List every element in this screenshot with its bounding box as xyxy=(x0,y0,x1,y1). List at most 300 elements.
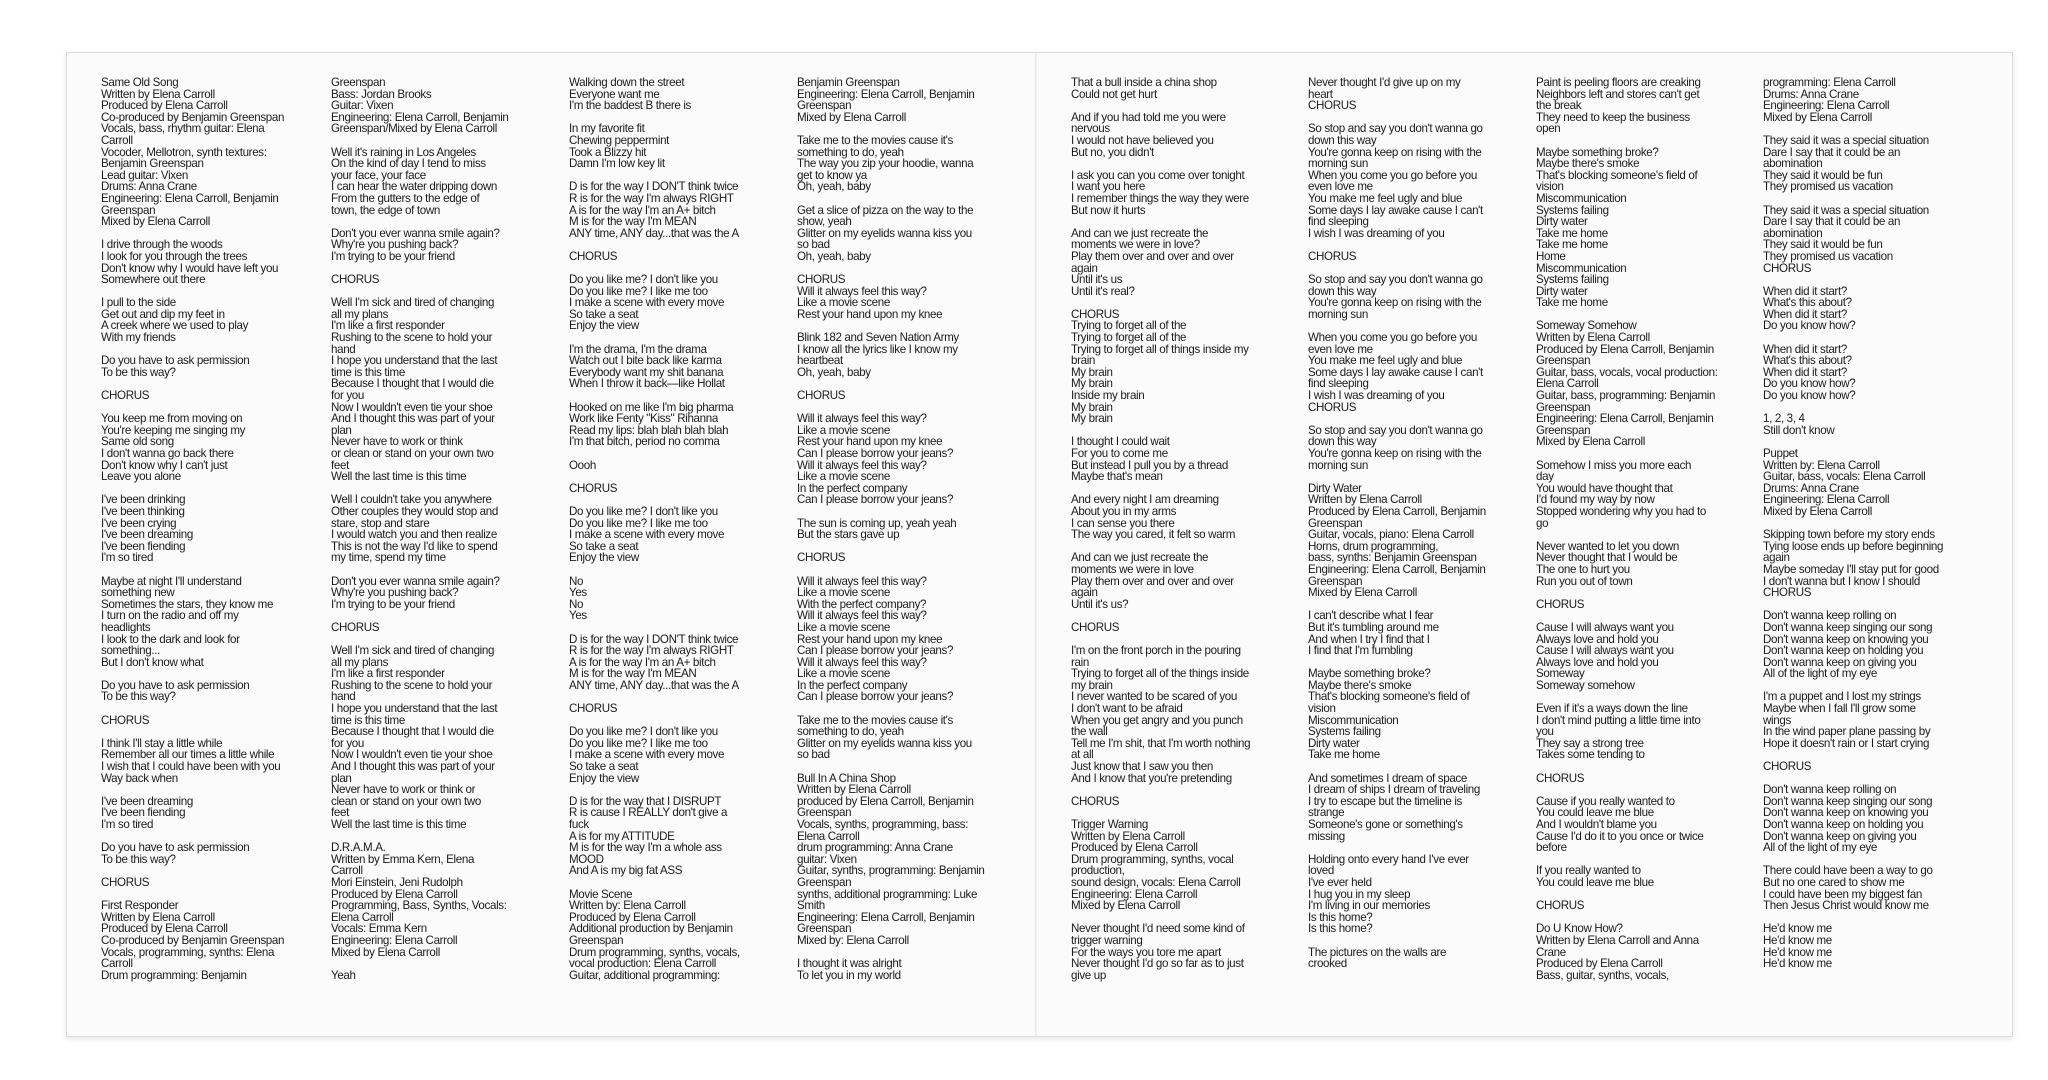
lyric-line: Systems failing xyxy=(1308,725,1381,739)
lyric-line: And can we just recreate the xyxy=(1071,551,1209,565)
lyric-line: abomination xyxy=(1763,157,1823,171)
lyric-line: Well it's raining in Los Angeles xyxy=(331,145,476,159)
lyric-line: get to know ya xyxy=(797,168,867,182)
lyric-line: Play them over and over and over xyxy=(1071,574,1234,588)
lyric-line: Crane xyxy=(1536,945,1566,959)
lyric-line: Vocals: Emma Kern xyxy=(331,922,427,936)
lyric-line: They said it was a special situation xyxy=(1763,133,1929,147)
lyric-line: I'm that bitch, period no comma xyxy=(569,435,720,449)
lyric-line: R is cause I REALLY don't give a xyxy=(569,806,728,820)
lyric-line: Is this home? xyxy=(1308,910,1373,924)
lyric-line: show, yeah xyxy=(797,215,852,229)
lyric-line: Engineering: Elena Carroll, Benjamin xyxy=(101,191,279,205)
stanza-gap xyxy=(569,564,791,576)
lyric-line: And I thought this was part of your xyxy=(331,412,495,426)
lyric-line: Will it always feel this way? xyxy=(797,412,927,426)
lyric-line: strange xyxy=(1308,806,1345,820)
lyric-line: Some days I lay awake cause I can't xyxy=(1308,203,1483,217)
lyric-line: D is for the way that I DISRUPT xyxy=(569,794,722,808)
lyric-line: Yeah xyxy=(331,968,356,982)
lyric-line: produced by Elena Carroll, Benjamin xyxy=(797,794,974,808)
lyric-line: Yes xyxy=(569,586,587,600)
lyric-line: I never wanted to be scared of you xyxy=(1071,690,1237,704)
lyric-line: The way you cared, it felt so warm xyxy=(1071,528,1236,542)
lyric-line: Engineering: Elena Carroll, Benjamin xyxy=(1536,412,1714,426)
lyric-line: vision xyxy=(1536,180,1564,194)
lyric-line: bass, synths: Benjamin Greenspan xyxy=(1308,551,1477,565)
lyric-line: Do you like me? I don't like you xyxy=(569,725,718,739)
lyric-line: Engineering: Elena Carroll, Benjamin xyxy=(331,110,509,124)
lyric-line: abomination xyxy=(1763,226,1823,240)
lyric-line: CHORUS xyxy=(569,249,618,263)
lyric-line: To be this way? xyxy=(101,852,176,866)
lyric-line: I'm on the front porch in the pouring xyxy=(1071,644,1241,658)
lyric-line: I look for you through the trees xyxy=(101,249,248,263)
lyric-line: I don't mind putting a little time into xyxy=(1536,713,1701,727)
lyric-line: Don't you ever wanna smile again? xyxy=(331,574,500,588)
lyric-line: You're gonna keep on rising with the xyxy=(1308,447,1482,460)
lyric-line: M is for the way I'm a whole ass xyxy=(569,841,722,855)
lyric-line: I've been fiending xyxy=(101,806,186,820)
lyric-line: Hooked on me like I'm big pharma xyxy=(569,400,734,414)
lyric-line: feet xyxy=(331,458,349,472)
lyric-line: CHORUS xyxy=(1308,99,1357,113)
lyric-line: Do you like me? I don't like you xyxy=(569,273,718,287)
stanza-gap xyxy=(569,877,791,889)
lyric-line: Trying to forget all of things inside my xyxy=(1071,342,1249,356)
lyric-line: To be this way? xyxy=(101,365,176,379)
lyric-line: A is for my ATTITUDE xyxy=(569,829,675,843)
lyric-line: morning sun xyxy=(1308,458,1368,472)
lyric-line: Take me home xyxy=(1308,748,1380,762)
lyric-line: moments we were in love? xyxy=(1071,238,1200,252)
lyric-line: Elena Carroll xyxy=(1536,377,1599,391)
lyric-line: I've been dreaming xyxy=(101,794,193,808)
lyric-line: What's this about? xyxy=(1763,296,1852,310)
lyric-line: I've been crying xyxy=(101,516,177,530)
lyric-line: He'd know me xyxy=(1763,933,1832,947)
lyric-line: I'm the drama, I'm the drama xyxy=(569,342,707,356)
lyric-line: nervous xyxy=(1071,122,1110,136)
lyric-line: Written by: Elena Carroll xyxy=(569,899,686,913)
lyric-line: Always love and hold you xyxy=(1536,655,1659,669)
lyric-line: I make a scene with every move xyxy=(569,296,725,310)
lyric-line: Mixed by Elena Carroll xyxy=(1763,110,1872,124)
lyric-line: So stop and say you don't wanna go xyxy=(1308,122,1483,136)
lyric-line: Engineering: Elena Carroll xyxy=(1763,99,1890,113)
lyric-line: again xyxy=(1763,551,1790,565)
lyric-line: Maybe there's smoke xyxy=(1536,157,1640,171)
lyric-line: Still don't know xyxy=(1763,423,1835,437)
lyric-line: Vocals, programming, synths: Elena xyxy=(101,945,275,959)
lyric-line: Can I please borrow your jeans? xyxy=(797,493,954,507)
lyric-line: Greenspan xyxy=(101,203,156,217)
lyric-line: I'd found my way by now xyxy=(1536,493,1655,507)
stanza-gap xyxy=(331,564,553,576)
lyrics-column-5 xyxy=(1071,77,1293,981)
lyric-line: Can I please borrow your jeans? xyxy=(797,447,954,460)
lyric-line: Engineering: Elena Carroll, Benjamin xyxy=(1308,562,1486,576)
lyric-line: trigger warning xyxy=(1071,933,1143,947)
lyric-line: Don't wanna keep rolling on xyxy=(1763,783,1897,797)
lyric-line: With my friends xyxy=(101,331,176,345)
lyric-line: you xyxy=(1536,725,1554,739)
lyric-line: I think I'll stay a little while xyxy=(101,736,223,750)
lyric-line: something... xyxy=(101,644,160,658)
lyric-line: Oh, yeah, baby xyxy=(797,365,871,379)
lyric-line: Take me to the movies cause it's xyxy=(797,713,953,727)
lyric-line: Mixed by Elena Carroll xyxy=(1763,504,1872,518)
lyric-line: Will it always feel this way? xyxy=(797,284,927,298)
lyric-line: Never have to work or think xyxy=(331,435,463,449)
lyric-line: Written by Emma Kern, Elena xyxy=(331,852,475,866)
lyric-line: Produced by Elena Carroll xyxy=(101,99,228,113)
lyric-line: I'm living in our memories xyxy=(1308,899,1430,913)
lyric-line: Like a movie scene xyxy=(797,667,890,681)
lyric-line: I wish that I could have been with you xyxy=(101,760,281,774)
lyric-line: Oh, yeah, baby xyxy=(797,249,871,263)
lyric-line: morning sun xyxy=(1308,157,1368,171)
lyric-line: headlights xyxy=(101,620,151,634)
lyric-line: I would watch you and then realize xyxy=(331,528,497,542)
lyric-line: When I throw it back—like Hollat xyxy=(569,377,725,391)
lyric-line: Written by Elena Carroll xyxy=(1536,331,1650,345)
lyric-line: Yes xyxy=(569,609,587,623)
lyric-line: They said it was a special situation xyxy=(1763,203,1929,217)
lyric-line: Greenspan xyxy=(797,922,852,936)
lyric-line: I would not have believed you xyxy=(1071,133,1214,147)
stanza-gap xyxy=(331,958,553,970)
lyric-line: I've ever held xyxy=(1308,875,1372,889)
lyric-line: I'm so tired xyxy=(101,818,154,831)
lyric-line: They need to keep the business xyxy=(1536,110,1690,124)
lyric-line: Mixed by Elena Carroll xyxy=(797,110,906,124)
lyric-line: Leave you alone xyxy=(101,470,181,484)
lyric-line: Engineering: Elena Carroll, Benjamin xyxy=(797,910,975,924)
lyric-line: Why're you pushing back? xyxy=(331,238,459,252)
lyric-line: feet xyxy=(331,806,349,820)
lyric-line: Greenspan xyxy=(797,875,852,889)
lyric-line: Don't wanna keep rolling on xyxy=(1763,609,1897,623)
stanza-gap xyxy=(1536,135,1758,147)
lyric-line: You're keeping me singing my xyxy=(101,423,246,437)
lyric-line: CHORUS xyxy=(1071,307,1120,321)
lyric-line: Will it always feel this way? xyxy=(797,574,927,588)
lyric-line: And can we just recreate the xyxy=(1071,226,1209,240)
lyric-line: Don't wanna keep on giving you xyxy=(1763,829,1917,843)
lyric-line: Tell me I'm shit, that I'm worth nothing xyxy=(1071,736,1251,750)
lyric-line: even love me xyxy=(1308,180,1373,194)
lyric-line: Produced by Elena Carroll xyxy=(331,887,458,901)
lyric-line: But now it hurts xyxy=(1071,203,1146,217)
lyric-line: something to do, yeah xyxy=(797,725,904,739)
lyric-line: fuck xyxy=(569,818,589,831)
lyric-line: They promised us vacation xyxy=(1763,249,1893,263)
stanza-gap xyxy=(1536,529,1758,541)
lyric-line: My brain xyxy=(1071,400,1113,414)
lyric-line: or clean or stand on your own two xyxy=(331,447,494,460)
lyric-line: Programming, Bass, Synths, Vocals: xyxy=(331,899,507,913)
lyric-line: Bass: Jordan Brooks xyxy=(331,87,432,101)
lyric-line: Do you like me? I like me too xyxy=(569,284,708,298)
lyric-line: What's this about? xyxy=(1763,354,1852,368)
lyric-line: Written by Elena Carroll xyxy=(1071,829,1185,843)
lyric-line: at all xyxy=(1071,748,1094,762)
lyrics-column-1 xyxy=(101,77,323,981)
lyric-line: The one to hurt you xyxy=(1536,562,1630,576)
lyric-line: He'd know me xyxy=(1763,922,1832,936)
lyric-line: plan xyxy=(331,771,352,785)
lyric-line: So stop and say you don't wanna go xyxy=(1308,273,1483,287)
lyric-line: Greenspan xyxy=(1536,423,1591,437)
lyric-line: Enjoy the view xyxy=(569,319,639,333)
lyric-line: Written by Elena Carroll xyxy=(101,910,215,924)
lyric-line: Now I wouldn't even tie your shoe xyxy=(331,400,493,414)
lyric-line: I ask you can you come over tonight xyxy=(1071,168,1245,182)
lyric-line: CHORUS xyxy=(1071,620,1120,634)
lyric-line: Produced by Elena Carroll, Benjamin xyxy=(1308,504,1486,518)
lyric-line: Even if it's a ways down the line xyxy=(1536,702,1688,716)
lyric-line: You keep me from moving on xyxy=(101,412,243,426)
lyric-line: hand xyxy=(331,342,356,356)
lyric-line: even love me xyxy=(1308,342,1373,356)
lyric-line: Dirty water xyxy=(1308,736,1360,750)
lyric-line: Someway xyxy=(1536,667,1585,681)
lyric-line: I don't want to be afraid xyxy=(1071,702,1183,716)
lyric-line: Well I'm sick and tired of changing xyxy=(331,296,495,310)
lyric-line: Just know that I saw you then xyxy=(1071,760,1213,774)
lyric-line: before xyxy=(1536,841,1567,855)
lyric-line: Well the last time is this time xyxy=(331,818,467,831)
lyric-line: Remember all our times a little while xyxy=(101,748,275,762)
lyric-line: Engineering: Elena Carroll, Benjamin xyxy=(797,87,975,101)
lyric-line: Dirty Water xyxy=(1308,481,1362,495)
lyric-line: You would have thought that xyxy=(1536,481,1673,495)
lyric-line: Miscommunication xyxy=(1536,261,1627,275)
lyric-line: Co-produced by Benjamin Greenspan xyxy=(101,933,285,947)
lyric-line: Cause I will always want you xyxy=(1536,644,1674,658)
lyric-line: And every night I am dreaming xyxy=(1071,493,1219,507)
lyric-line: The sun is coming up, yeah yeah xyxy=(797,516,957,530)
lyric-line: Some days I lay awake cause I can't xyxy=(1308,365,1483,379)
lyric-line: So take a seat xyxy=(569,539,639,553)
lyric-line: Systems failing xyxy=(1536,273,1609,287)
lyric-line: Way back when xyxy=(101,771,178,785)
lyric-line: Don't wanna keep on knowing you xyxy=(1763,632,1929,646)
lyric-line: Like a movie scene xyxy=(797,586,890,600)
lyric-line: In the perfect company xyxy=(797,481,908,495)
lyric-line: Always love and hold you xyxy=(1536,632,1659,646)
lyric-line: When did it start? xyxy=(1763,307,1847,321)
lyric-line: I'm so tired xyxy=(101,551,154,565)
lyric-line: Produced by Elena Carroll, Benjamin xyxy=(1536,342,1714,356)
lyric-line: Co-produced by Benjamin Greenspan xyxy=(101,110,285,124)
lyric-line: Get a slice of pizza on the way to the xyxy=(797,203,974,217)
lyric-line: I try to escape but the timeline is xyxy=(1308,794,1463,808)
lyric-line: Do you like me? I don't like you xyxy=(569,504,718,518)
lyric-line: Drum programming, synths, vocals, xyxy=(569,945,740,959)
lyric-line: go xyxy=(1536,516,1549,530)
lyric-line: The pictures on the walls are xyxy=(1308,945,1447,959)
stanza-gap xyxy=(101,703,323,715)
lyric-line: Systems failing xyxy=(1536,203,1609,217)
lyric-line: Drums: Anna Crane xyxy=(1763,87,1859,101)
lyric-line: Skipping town before my story ends xyxy=(1763,528,1935,542)
lyric-line: I make a scene with every move xyxy=(569,528,725,542)
lyric-line: Inside my brain xyxy=(1071,389,1145,403)
lyric-line: Don't wanna keep on holding you xyxy=(1763,644,1924,658)
lyric-line: Take me home xyxy=(1536,296,1608,310)
lyric-line: Written by Elena Carroll and Anna xyxy=(1536,933,1699,947)
lyric-line: And if you had told me you were xyxy=(1071,110,1226,124)
lyric-line: About you in my arms xyxy=(1071,504,1177,518)
lyric-line: They said it would be fun xyxy=(1763,238,1883,252)
lyric-line: sound design, vocals: Elena Carroll xyxy=(1071,875,1241,889)
stanza-gap xyxy=(331,135,553,147)
lyric-line: Greenspan xyxy=(797,99,852,113)
lyric-line: Never wanted to let you down xyxy=(1536,539,1679,553)
lyric-line: Is this home? xyxy=(1308,922,1373,936)
lyric-line: Dare I say that it could be an xyxy=(1763,215,1901,229)
lyric-line: Play them over and over and over xyxy=(1071,249,1234,263)
lyric-line: CHORUS xyxy=(331,273,380,287)
lyric-line: Engineering: Elena Carroll xyxy=(1071,887,1198,901)
lyric-line: From the gutters to the edge of xyxy=(331,191,480,205)
lyric-line: Mixed by: Elena Carroll xyxy=(797,933,909,947)
lyric-line: Damn I'm low key lit xyxy=(569,157,665,171)
lyric-line: moments we were in love xyxy=(1071,562,1194,576)
lyric-line: Engineering: Elena Carroll xyxy=(331,933,458,947)
lyric-line: They said it would be fun xyxy=(1763,168,1883,182)
lyric-line: Take me home xyxy=(1536,238,1608,252)
lyric-line: I hope you understand that the last xyxy=(331,354,498,368)
lyric-line: But no one cared to show me xyxy=(1763,875,1905,889)
lyric-line: M is for the way I'm MEAN xyxy=(569,667,697,681)
lyric-line: D is for the way I DON'T think twice xyxy=(569,632,739,646)
lyric-line: Maybe something broke? xyxy=(1308,667,1431,681)
lyric-line: But the stars gave up xyxy=(797,528,900,542)
lyric-line: Produced by Elena Carroll xyxy=(569,910,696,924)
lyric-line: In the perfect company xyxy=(797,678,908,692)
stanza-gap xyxy=(569,390,791,402)
lyric-line: A is for the way I'm an A+ bitch xyxy=(569,655,716,669)
lyric-line: He'd know me xyxy=(1763,945,1832,959)
lyric-line: Then Jesus Christ would know me xyxy=(1763,899,1929,913)
lyric-line: Greenspan xyxy=(1536,354,1591,368)
lyric-line: No xyxy=(569,574,584,588)
lyric-line: And I know that you're pretending xyxy=(1071,771,1232,785)
lyric-line: CHORUS xyxy=(1308,400,1357,414)
lyric-line: Don't wanna keep singing our song xyxy=(1763,794,1933,808)
lyric-line: the wall xyxy=(1071,725,1108,739)
lyric-line: brain xyxy=(1071,354,1096,368)
lyric-line: So stop and say you don't wanna go xyxy=(1308,423,1483,437)
lyric-line: So take a seat xyxy=(569,307,639,321)
lyric-line: Greenspan xyxy=(569,933,624,947)
lyric-line: My brain xyxy=(1071,412,1113,426)
lyric-line: Stopped wondering why you had to xyxy=(1536,504,1706,518)
lyric-line: all my plans xyxy=(331,307,389,321)
lyric-line: Same Old Song xyxy=(101,76,179,89)
lyric-line: I've been drinking xyxy=(101,493,186,507)
lyric-line: Enjoy the view xyxy=(569,551,639,565)
lyric-line: Everyone want me xyxy=(569,87,660,101)
lyric-line: CHORUS xyxy=(797,389,846,403)
lyric-line: programming: Elena Carroll xyxy=(1763,76,1896,89)
lyric-line: Get out and dip my feet in xyxy=(101,307,225,321)
lyric-line: vision xyxy=(1308,702,1336,716)
lyric-line: Guitar, bass, vocals: Elena Carroll xyxy=(1763,470,1926,484)
lyric-line: Rest your hand upon my knee xyxy=(797,435,943,449)
lyric-line: The way you zip your hoodie, wanna xyxy=(797,157,974,171)
lyric-line: my time, spend my time xyxy=(331,551,446,565)
lyric-line: Same old song xyxy=(101,435,174,449)
lyric-line: Mori Einstein, Jeni Rudolph xyxy=(331,875,463,889)
lyric-line: That a bull inside a china shop xyxy=(1071,76,1217,89)
lyric-line: When you come you go before you xyxy=(1308,168,1477,182)
lyric-line: Cause if you really wanted to xyxy=(1536,794,1675,808)
lyric-line: town, the edge of town xyxy=(331,203,440,217)
lyric-line: Someone's gone or something's xyxy=(1308,818,1463,831)
lyric-line: When you come you go before you xyxy=(1308,331,1477,345)
lyric-line: But it's tumbling around me xyxy=(1308,620,1439,634)
lyric-line: Until it's us? xyxy=(1071,597,1129,611)
lyric-line: Sometimes the stars, they know me xyxy=(101,597,274,611)
lyric-line: I don't wanna go back there xyxy=(101,447,234,460)
lyric-line: I turn on the radio and off my xyxy=(101,609,239,623)
lyric-line: I hope you understand that the last xyxy=(331,702,498,716)
lyric-line: ANY time, ANY day...that was the A xyxy=(569,678,739,692)
lyric-line: clean or stand on your own two xyxy=(331,794,481,808)
lyric-line: Took a Blizzy hit xyxy=(569,145,647,159)
lyric-line: rain xyxy=(1071,655,1089,669)
lyric-line: Greenspan xyxy=(331,76,386,89)
lyric-line: To let you in my world xyxy=(797,968,901,982)
lyric-line: Carroll xyxy=(101,957,133,971)
lyric-line: Will it always feel this way? xyxy=(797,609,927,623)
lyric-line: Maybe something broke? xyxy=(1536,145,1659,159)
lyric-line: Run you out of town xyxy=(1536,574,1633,588)
lyric-line: Greenspan xyxy=(1308,574,1363,588)
lyric-line: Guitar, vocals, piano: Elena Carroll xyxy=(1308,528,1474,542)
lyric-line: CHORUS xyxy=(1763,261,1812,275)
lyric-line: Work like Fenty "Kiss" Rihanna xyxy=(569,412,718,426)
lyric-line: CHORUS xyxy=(1763,760,1812,774)
stanza-gap xyxy=(1536,587,1758,599)
lyric-line: For you to come me xyxy=(1071,447,1168,460)
stanza-gap xyxy=(797,564,1019,576)
lyric-line: Drums: Anna Crane xyxy=(1763,481,1859,495)
lyric-line: I drive through the woods xyxy=(101,238,223,252)
lyric-line: Greenspan/Mixed by Elena Carroll xyxy=(331,122,498,136)
lyric-line: synths, additional programming: Luke xyxy=(797,887,978,901)
lyric-booklet xyxy=(66,52,2013,1037)
lyric-line: Never thought that I would be xyxy=(1536,551,1678,565)
lyric-line: find sleeping xyxy=(1308,215,1369,229)
lyric-line: All of the light of my eye xyxy=(1763,841,1877,855)
lyric-line: I thought I could wait xyxy=(1071,435,1170,449)
lyric-line: CHORUS xyxy=(1763,586,1812,600)
lyric-line: Vocals, bass, rhythm guitar: Elena xyxy=(101,122,265,136)
lyric-line: Elena Carroll xyxy=(331,910,394,924)
lyric-line: plan xyxy=(331,423,352,437)
lyric-line: Maybe someday I'll stay put for good xyxy=(1763,562,1939,576)
stanza-gap xyxy=(569,332,791,344)
lyric-line: That's blocking someone's field of xyxy=(1536,168,1698,182)
lyric-line: crooked xyxy=(1308,957,1347,971)
lyric-line: Guitar, additional programming: xyxy=(569,968,720,982)
stanza-gap xyxy=(1763,332,1985,344)
